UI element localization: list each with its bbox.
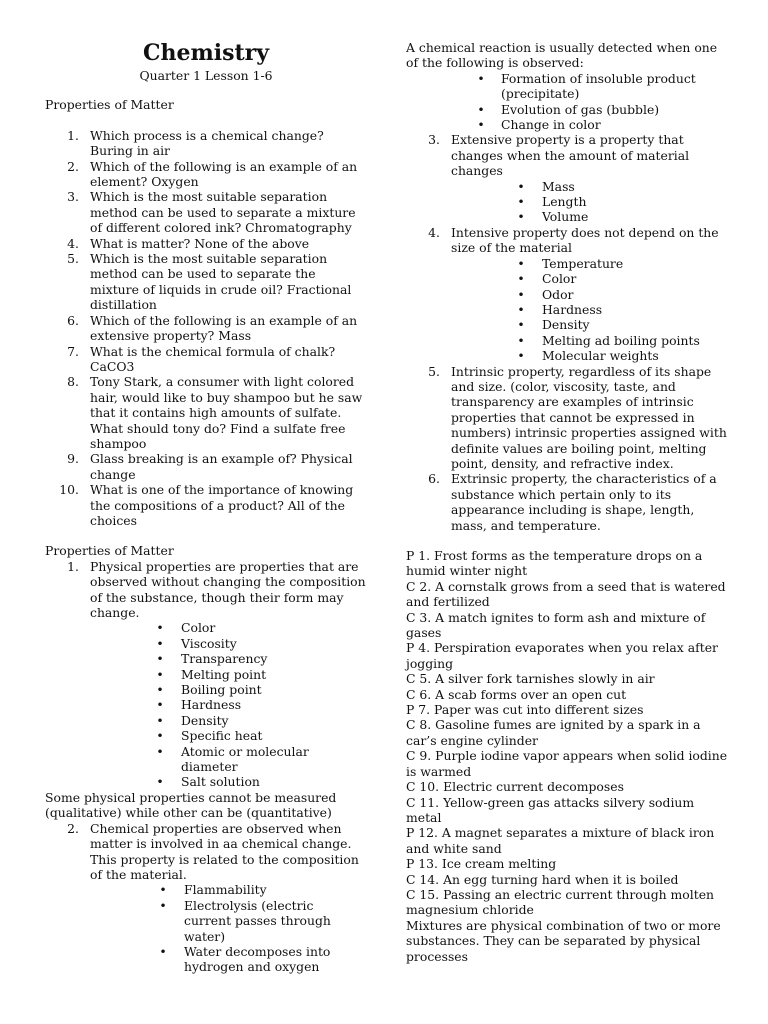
intrinsic-property-item	[406, 364, 728, 472]
bullet-text: Electrolysis (electric current passes through water)	[184, 897, 331, 944]
bullet-text: Formation of insoluble product (precipitate)	[501, 70, 696, 102]
question-number: 4.	[67, 235, 79, 251]
question-text: Which is the most suitable separation method can be used to separate the mixture of liquids in crude oil? Fractional distillation	[90, 251, 352, 313]
question-item	[45, 344, 367, 375]
section-heading: Properties of Matter	[45, 543, 174, 559]
question-item	[45, 159, 367, 190]
item-number: 2.	[67, 820, 79, 836]
bullet-item	[406, 317, 728, 332]
bullet-item	[406, 117, 728, 132]
extensive-property-item	[406, 132, 728, 178]
intensive-bullet-list	[406, 256, 728, 364]
question-number: 7.	[67, 343, 79, 359]
bullet-item	[406, 256, 728, 271]
list-item: C 11. Yellow-green gas attacks silvery sodium metal	[406, 794, 695, 825]
question-text: Which of the following is an example of an extensive property? Mass	[90, 312, 358, 344]
left-column	[45, 38, 367, 975]
bullet-text: Molecular weights	[542, 348, 659, 364]
reaction-bullet-list	[406, 71, 728, 133]
bullet-item	[45, 682, 367, 697]
property-list	[406, 225, 728, 256]
question-number: 2.	[67, 158, 79, 174]
bullet-icon: •	[477, 101, 485, 117]
physical-bullet-list	[45, 620, 367, 789]
bullet-icon: •	[517, 255, 525, 271]
question-number: 6.	[67, 312, 79, 328]
bullet-item	[406, 194, 728, 209]
bullet-item	[45, 697, 367, 712]
bullet-text: Color	[542, 271, 577, 287]
bullet-item	[406, 348, 728, 363]
bullet-icon: •	[156, 666, 164, 682]
bullet-text: Melting point	[181, 666, 267, 682]
item-text: Chemical properties are observed when matter is involved in aa chemical change. This property is related to the composition of the material.	[90, 820, 359, 882]
question-item	[45, 251, 367, 313]
question-text: Which is the most suitable separation method can be used to separate a mixture of different colored ink? Chromatography	[90, 189, 356, 236]
item-text: Intrinsic property, regardless of its shape and size. (color, viscosity, taste, and transparency are examples of intrinsic properties that cannot be expressed in numbers) intrinsic properties assigned with definite values are boiling point, melting point, density, and refractive index.	[451, 363, 727, 471]
bullet-text: Density	[181, 712, 229, 728]
question-item	[45, 482, 367, 528]
bullet-icon: •	[159, 897, 167, 913]
question-item	[45, 313, 367, 344]
question-item	[45, 128, 367, 159]
mixtures-note: Mixtures are physical combination of two or more substances. They can be separated by physical processes	[406, 917, 721, 964]
list-item: C 2. A cornstalk grows from a seed that is watered and fertilized	[406, 578, 726, 610]
bullet-item	[45, 944, 344, 975]
item-number: 1.	[67, 558, 79, 574]
item-number: 5.	[428, 363, 440, 379]
question-item	[45, 451, 367, 482]
bullet-text: Viscosity	[181, 635, 237, 651]
bullet-text: Transparency	[181, 651, 268, 667]
bullet-text: Density	[542, 317, 590, 333]
question-number: 9.	[67, 451, 79, 467]
intensive-property-item	[406, 225, 728, 256]
bullet-item	[406, 71, 728, 102]
bullet-item	[45, 636, 367, 651]
item-number: 4.	[428, 224, 440, 240]
bullet-text: Water decomposes into hydrogen and oxygen	[184, 943, 331, 975]
item-number: 6.	[428, 471, 440, 487]
list-item: C 9. Purple iodine vapor appears when solid iodine is warmed	[406, 748, 728, 779]
question-number: 3.	[67, 189, 79, 205]
property-list	[406, 364, 728, 533]
list-item: P 4. Perspiration evaporates when you relax after jogging	[406, 640, 718, 671]
list-item: C 14. An egg turning hard when it is boiled	[406, 871, 679, 887]
question-text: What is one of the importance of knowing the compositions of a product? All of the choices	[90, 482, 354, 528]
bullet-icon: •	[159, 882, 167, 898]
bullet-item	[406, 287, 728, 302]
chemical-bullet-list	[45, 882, 367, 974]
bullet-icon: •	[156, 774, 164, 790]
question-text: Which of the following is an example of an element? Oxygen	[90, 158, 358, 190]
bullet-icon: •	[156, 682, 164, 698]
bullet-text: Atomic or molecular diameter	[181, 743, 309, 775]
physical-properties-item	[45, 559, 367, 621]
bullet-text: Flammability	[184, 882, 267, 898]
extensive-bullet-list	[406, 179, 728, 225]
item-text: Physical properties are properties that are observed without changing the composition of the substance, though their form may change.	[90, 558, 366, 620]
bullet-item	[45, 651, 367, 666]
list-item: C 3. A match ignites to form ash and mixture of gases	[406, 609, 706, 641]
list-item: C 6. A scab forms over an open cut	[406, 686, 627, 702]
bullet-text: Odor	[542, 286, 574, 302]
question-item	[45, 374, 367, 451]
question-item	[45, 236, 367, 251]
question-text: Tony Stark, a consumer with light colored hair, would like to buy shampoo but he saw that it contains high amounts of sulfate. What should tony do? Find a sulfate free shampoo	[90, 374, 363, 451]
bullet-item	[45, 620, 367, 635]
question-item	[45, 189, 367, 235]
bullet-item	[406, 179, 728, 194]
bullet-item	[406, 209, 728, 224]
bullet-item	[45, 713, 367, 728]
chemical-properties-item	[45, 821, 367, 883]
bullet-text: Mass	[542, 178, 575, 194]
question-list	[45, 128, 367, 529]
bullet-item	[406, 302, 728, 317]
bullet-icon: •	[156, 743, 164, 759]
bullet-icon: •	[159, 943, 167, 959]
item-number: 3.	[428, 132, 440, 148]
change-classification-list	[406, 548, 728, 918]
bullet-icon: •	[517, 178, 525, 194]
bullet-text: Salt solution	[181, 774, 260, 790]
bullet-icon: •	[156, 712, 164, 728]
bullet-item	[45, 774, 367, 789]
question-number: 5.	[67, 251, 79, 267]
bullet-icon: •	[156, 697, 164, 713]
list-item: P 7. Paper was cut into different sizes	[406, 702, 644, 718]
page-subtitle: Quarter 1 Lesson 1-6	[139, 68, 273, 83]
bullet-icon: •	[156, 620, 164, 636]
bullet-item	[45, 744, 311, 775]
property-list	[45, 821, 367, 883]
bullet-text: Color	[181, 620, 216, 636]
list-item: C 15. Passing an electric current through molten magnesium chloride	[406, 886, 715, 918]
bullet-text: Volume	[542, 209, 589, 225]
bullet-icon: •	[477, 117, 485, 133]
list-item: P 12. A magnet separates a mixture of black iron and white sand	[406, 825, 715, 856]
bullet-text: Specific heat	[181, 728, 263, 744]
bullet-item	[406, 333, 728, 348]
bullet-text: Evolution of gas (bubble)	[501, 101, 660, 117]
right-column	[406, 40, 728, 964]
bullet-text: Hardness	[181, 697, 242, 713]
physical-note: Some physical properties cannot be measured (qualitative) while other can be (quantitative)	[45, 789, 337, 821]
section-heading: Properties of Matter	[45, 97, 174, 113]
bullet-icon: •	[517, 301, 525, 317]
bullet-text: Boiling point	[181, 682, 262, 698]
bullet-icon: •	[517, 271, 525, 287]
bullet-icon: •	[477, 70, 485, 86]
bullet-item	[45, 882, 367, 897]
property-list	[45, 559, 367, 621]
item-text: Extensive property is a property that changes when the amount of material changes	[451, 132, 690, 179]
bullet-icon: •	[517, 194, 525, 210]
bullet-icon: •	[156, 635, 164, 651]
bullet-icon: •	[517, 332, 525, 348]
list-item: P 1. Frost forms as the temperature drops on a humid winter night	[406, 548, 703, 579]
bullet-icon: •	[517, 209, 525, 225]
list-item: P 13. Ice cream melting	[406, 856, 557, 872]
bullet-icon: •	[517, 286, 525, 302]
reaction-intro: A chemical reaction is usually detected when one of the following is observed:	[406, 40, 718, 71]
question-text: Which process is a chemical change? Buring in air	[90, 127, 324, 159]
list-item: C 5. A silver fork tarnishes slowly in air	[406, 671, 655, 687]
bullet-item	[406, 102, 728, 117]
bullet-icon: •	[156, 728, 164, 744]
bullet-item	[45, 667, 367, 682]
bullet-icon: •	[517, 317, 525, 333]
bullet-text: Hardness	[542, 301, 603, 317]
question-number: 8.	[67, 374, 79, 390]
list-item: C 8. Gasoline fumes are ignited by a spark in a car’s engine cylinder	[406, 717, 701, 748]
item-text: Intensive property does not depend on the size of the material	[451, 224, 719, 256]
bullet-text: Temperature	[542, 255, 624, 271]
extrinsic-property-item	[406, 471, 728, 533]
list-item: C 10. Electric current decomposes	[406, 779, 624, 795]
item-text: Extrinsic property, the characteristics of a substance which pertain only to its appearance including is shape, length, mass, and temperature.	[451, 471, 717, 533]
bullet-text: Length	[542, 194, 587, 210]
bullet-text: Change in color	[501, 117, 601, 133]
bullet-icon: •	[156, 651, 164, 667]
bullet-text: Melting ad boiling points	[542, 332, 700, 348]
bullet-icon: •	[517, 348, 525, 364]
question-number: 10.	[59, 482, 79, 498]
property-list	[406, 132, 728, 178]
question-number: 1.	[67, 127, 79, 143]
question-text: Glass breaking is an example of? Physical change	[90, 451, 353, 482]
question-text: What is matter? None of the above	[90, 235, 310, 251]
bullet-item	[406, 271, 728, 286]
bullet-item	[45, 728, 367, 743]
page-title: Chemistry	[142, 40, 270, 66]
bullet-item	[45, 898, 344, 944]
question-text: What is the chemical formula of chalk? CaCO3	[90, 343, 336, 374]
